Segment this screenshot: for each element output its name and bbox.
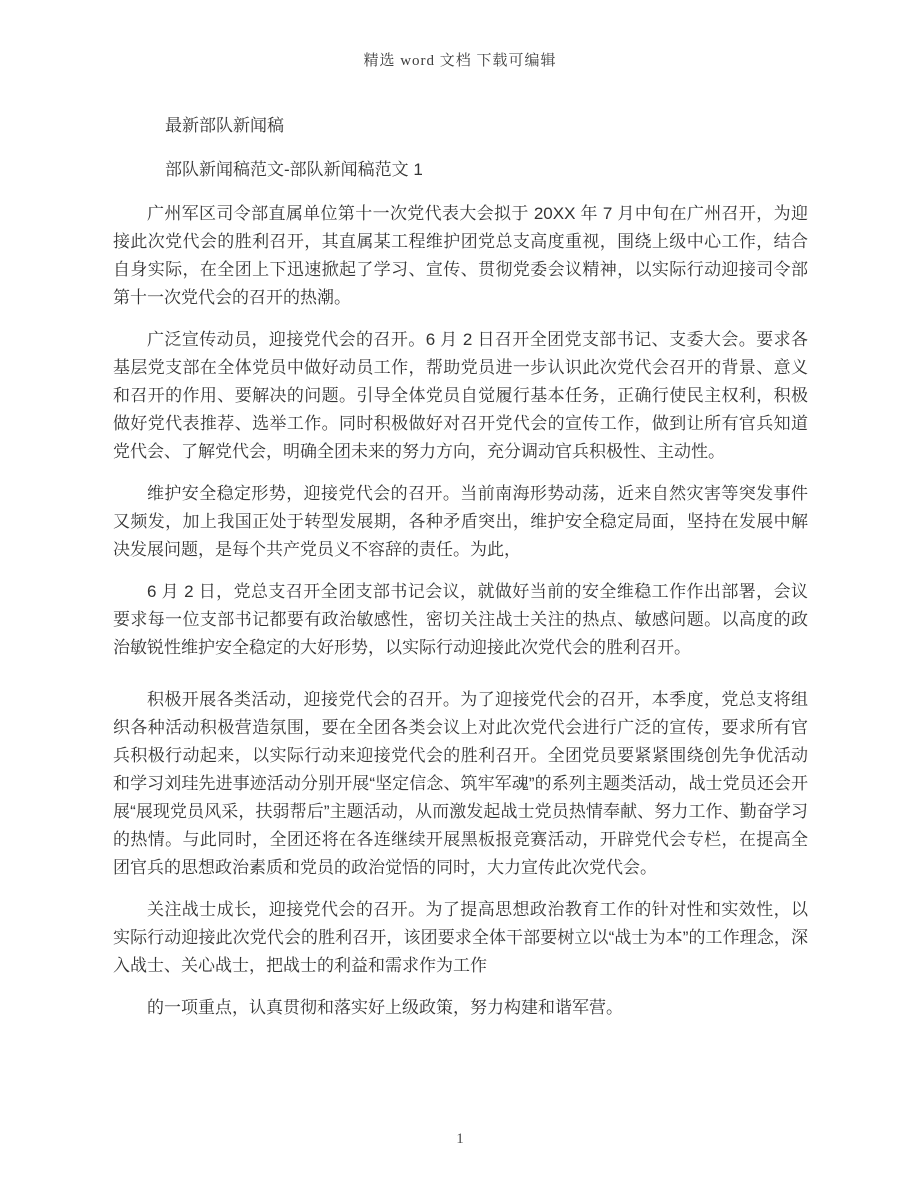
paragraph-3: 维护安全稳定形势，迎接党代会的召开。当前南海形势动荡，近来自然灾害等突发事件又频发，加上我国正处于转型发展期，各种矛盾突出，维护安全稳定局面，坚持在发展中解决发展问题，是每个共产党员义不容辞的责任。为此， (113, 484, 808, 559)
paragraph-6: 关注战士成长，迎接党代会的召开。为了提高思想政治教育工作的针对性和实效性，以实际行动迎接此次党代会的胜利召开，该团要求全体干部要树立以“战士为本”的工作理念，深入战士、关心战士，把战士的利益和需求作为工作 (113, 900, 808, 975)
document-body (113, 112, 808, 1022)
paragraph-1: 广州军区司令部直属单位第十一次党代表大会拟于 20XX 年 7 月中旬在广州召开，为迎接此次党代会的胜利召开，其直属某工程维护团党总支高度重视，围绕上级中心工作，结合自身实际，在全团上下迅速掀起了学习、宣传、贯彻党委会议精神，以实际行动迎接司令部第十一次党代会的召开的热潮。 (113, 204, 808, 307)
paragraph-7: 的一项重点，认真贯彻和落实好上级政策，努力构建和谐军营。 (147, 998, 623, 1017)
document-title: 最新部队新闻稿 (165, 116, 284, 135)
paragraph-5: 积极开展各类活动，迎接党代会的召开。为了迎接党代会的召开，本季度，党总支将组织各种活动积极营造氛围，要在全团各类会议上对此次党代会进行广泛的宣传，要求所有官兵积极行动起来，以实际行动来迎接党代会的胜利召开。全团党员要紧紧围绕创先争优活动和学习刘珪先进事迹活动分别开展“坚定信念、筑牢军魂”的系列主题类活动，战士党员还会开展“展现党员风采，扶弱帮后”主题活动，从而激发起战士党员热情奉献、努力工作、勤奋学习的热情。与此同时，全团还将在各连继续开展黑板报竞赛活动，开辟党代会专栏，在提高全团官兵的思想政治素质和党员的政治觉悟的同时，大力宣传此次党代会。 (113, 690, 808, 877)
paragraph-4: 6 月 2 日，党总支召开全团支部书记会议，就做好当前的安全维稳工作作出部署，会议要求每一位支部书记都要有政治敏感性，密切关注战士关注的热点、敏感问题。以高度的政治敏锐性维护安全稳定的大好形势，以实际行动迎接此次党代会的胜利召开。 (113, 582, 808, 657)
document-watermark-header: 精选 word 文档 下载可编辑 (363, 53, 557, 69)
document-subtitle: 部队新闻稿范文-部队新闻稿范文 1 (165, 160, 423, 179)
page-number: 1 (456, 1131, 464, 1147)
paragraph-2: 广泛宣传动员，迎接党代会的召开。6 月 2 日召开全团党支部书记、支委大会。要求各基层党支部在全体党员中做好动员工作，帮助党员进一步认识此次党代会召开的背景、意义和召开的作用、要解决的问题。引导全体党员自觉履行基本任务，正确行使民主权利，积极做好党代表推荐、选举工作。同时积极做好对召开党代会的宣传工作，做到让所有官兵知道党代会、了解党代会，明确全团未来的努力方向，充分调动官兵积极性、主动性。 (113, 330, 808, 461)
